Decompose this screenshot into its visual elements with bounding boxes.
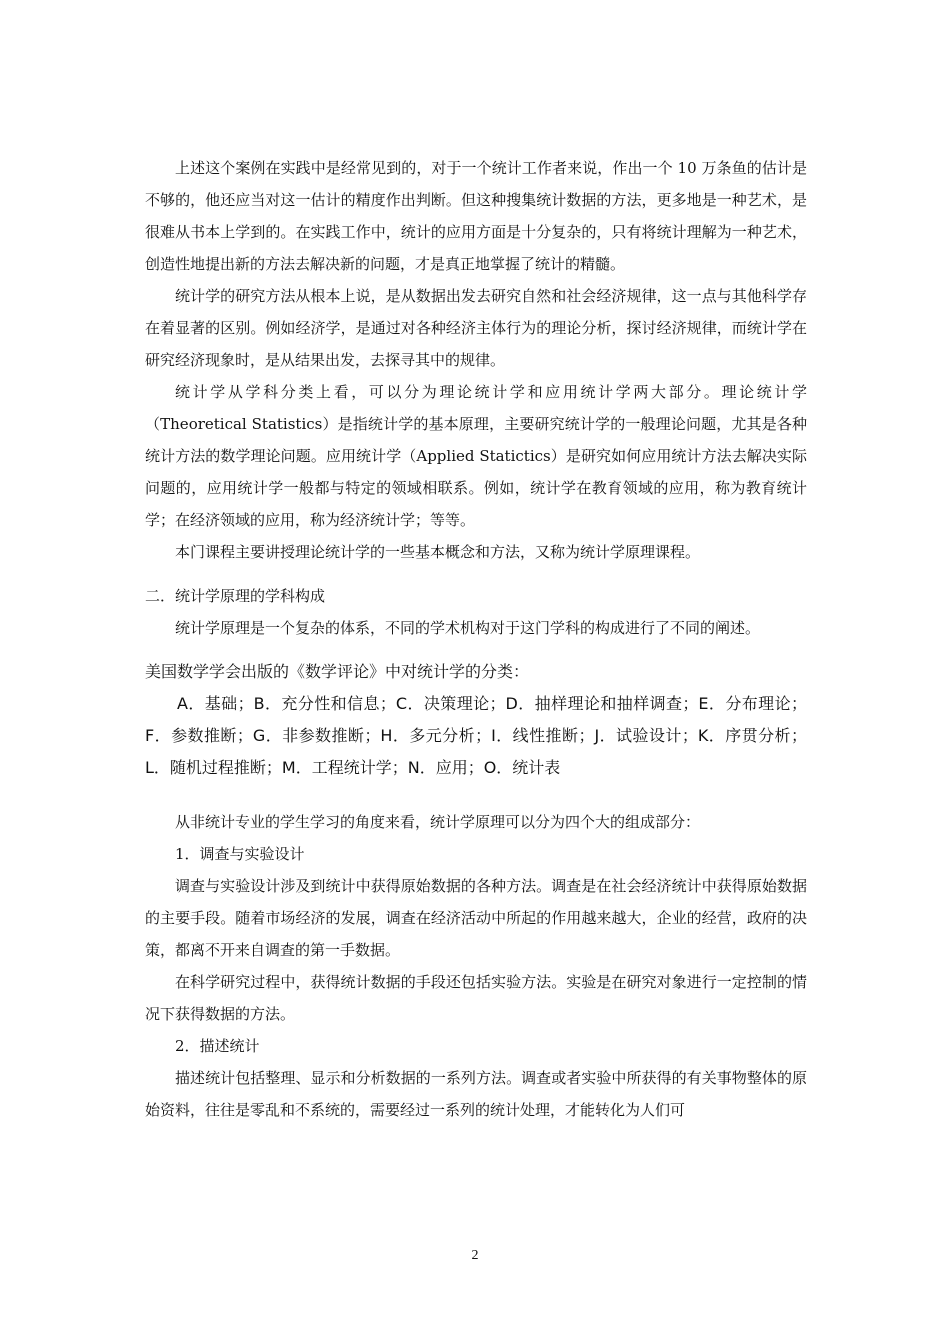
paragraph-experiment: 在科学研究过程中，获得统计数据的手段还包括实验方法。实验是在研究对象进行一定控制的情况下获得数据的方法。 xyxy=(145,973,807,1023)
page-number: 2 xyxy=(471,1248,479,1263)
paragraph-research-method: 统计学的研究方法从根本上说，是从数据出发去研究自然和社会经济规律，这一点与其他科学存在着显著的区别。例如经济学，是通过对各种经济主体行为的理论分析，探讨经济规律，而统计学在研究经济现象时，是从结果出发，去探寻其中的规律。 xyxy=(145,287,807,369)
paragraph-classification: 统计学从学科分类上看，可以分为理论统计学和应用统计学两大部分。理论统计学（Theoretical Statistics）是指统计学的基本原理，主要研究统计学的一般理论问题，尤其是各种统计方法的数学理论问题。应用统计学（Applied Statictics）是研究如何应用统计方法去解决实际问题的，应用统计学一般都与特定的领域相联系。例如，统计学在教育领域的应用，称为教育统计学；在经济领域的应用，称为经济统计学；等等。 xyxy=(145,383,807,529)
spacer xyxy=(145,568,807,580)
ams-heading: 美国数学学会出版的《数学评论》中对统计学的分类： xyxy=(145,662,530,681)
paragraph-section-intro: 统计学原理是一个复杂的体系，不同的学术机构对于这门学科的构成进行了不同的阐述。 xyxy=(175,619,761,637)
ams-classification-list: A．基础；B．充分性和信息；C．决策理论；D．抽样理论和抽样调查；E．分布理论；F．参数推断；G．非参数推断；H．多元分析；I．线性推断；J．试验设计；K．序贯分析；L．随机过程推断；M．工程统计学；N．应用；O．统计表 xyxy=(145,694,807,777)
paragraph-components-intro: 从非统计专业的学生学习的角度来看，统计学原理可以分为四个大的组成部分： xyxy=(175,813,701,831)
paragraph-case-summary: 上述这个案例在实践中是经常见到的，对于一个统计工作者来说，作出一个 10 万条鱼的估计是不够的，他还应当对这一估计的精度作出判断。但这种搜集统计数据的方法，更多地是一种艺术，是很难从书本上学到的。在实践工作中，统计的应用方面是十分复杂的，只有将统计理解为一种艺术，创造性地提出新的方法去解决新的问题，才是真正地掌握了统计的精髓。 xyxy=(145,159,807,273)
spacer xyxy=(145,644,807,656)
paragraph-descriptive: 描述统计包括整理、显示和分析数据的一系列方法。调查或者实验中所获得的有关事物整体的原始资料，往往是零乱和不系统的，需要经过一系列的统计处理，才能转化为人们可 xyxy=(145,1069,807,1119)
paragraph-survey: 调查与实验设计涉及到统计中获得原始数据的各种方法。调查是在社会经济统计中获得原始数据的主要手段。随着市场经济的发展，调查在经济活动中所起的作用越来越大，企业的经营，政府的决策，都离不开来自调查的第一手数据。 xyxy=(145,877,807,959)
paragraph-course-scope: 本门课程主要讲授理论统计学的一些基本概念和方法，又称为统计学原理课程。 xyxy=(175,543,701,561)
spacer xyxy=(145,784,807,806)
item-survey-title: 1．调查与实验设计 xyxy=(175,845,305,863)
section-heading: 二．统计学原理的学科构成 xyxy=(145,587,326,605)
page-content xyxy=(145,152,807,1126)
item-descriptive-title: 2．描述统计 xyxy=(175,1037,260,1055)
